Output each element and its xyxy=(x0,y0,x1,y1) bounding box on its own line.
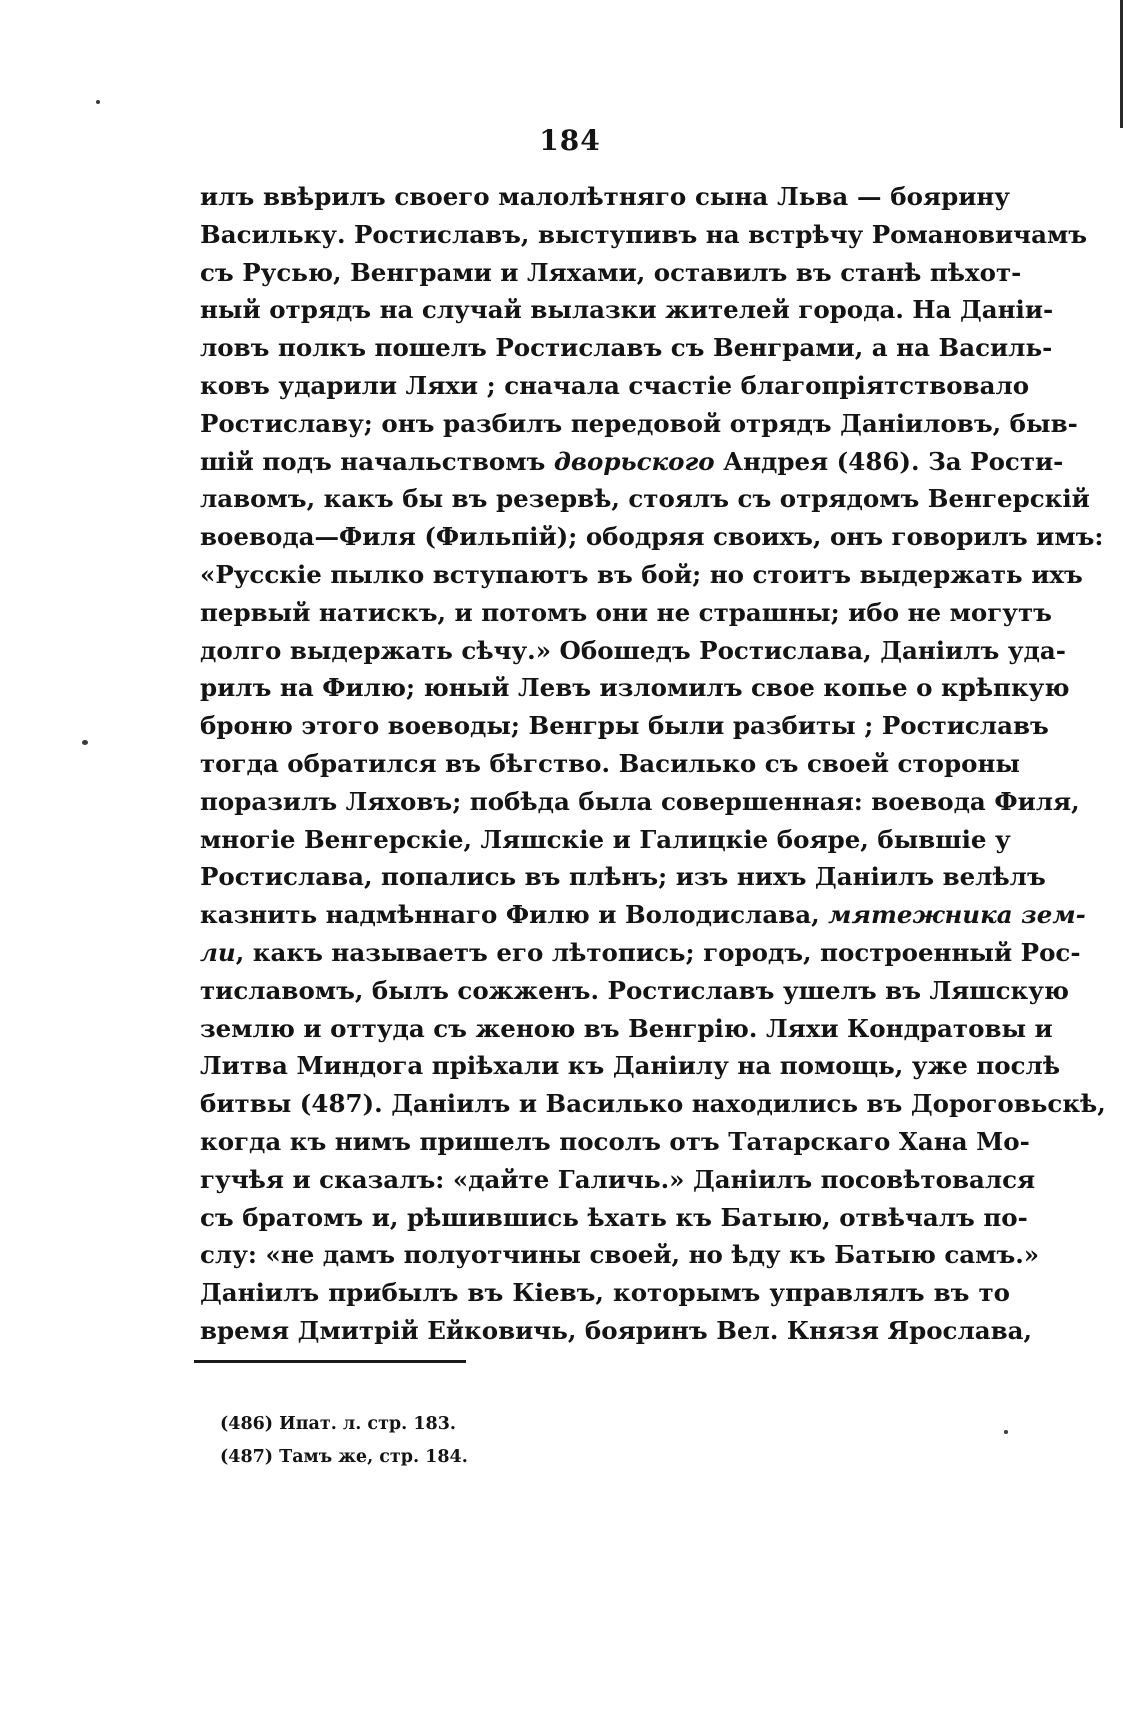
text-line: съ братомъ и, рѣшившись ѣхать къ Батыю, отвѣчалъ по- xyxy=(200,1202,1028,1232)
page-edge-line xyxy=(1120,0,1123,128)
text-line: первый натискъ, и потомъ они не страшны; ибо не могутъ xyxy=(200,597,1052,627)
text-line: Даніилъ прибылъ въ Кіевъ, которымъ управлялъ въ то xyxy=(200,1278,1010,1308)
text-line xyxy=(200,896,1086,934)
footnote: (486) Ипат. л. стр. 183. xyxy=(220,1414,456,1434)
text-line: Васильку. Ростиславъ, выступивъ на встрѣчу Романовичамъ xyxy=(200,219,1088,249)
text-line: съ Русью, Венграми и Ляхами, оставилъ въ станѣ пѣхот- xyxy=(200,257,1022,287)
scan-speck xyxy=(82,740,88,745)
text-line: воевода—Филя (Фильпій); ободряя своихъ, онъ говорилъ имъ: xyxy=(200,522,1104,552)
text-line: землю и оттуда съ женою въ Венгрію. Ляхи Кондратовы и xyxy=(200,1013,1053,1043)
text-line xyxy=(200,443,1064,481)
text-line: броню этого воеводы; Венгры были разбиты ; Ростиславъ xyxy=(200,711,1049,741)
text-line: поразилъ Ляховъ; побѣда была совершенная: воевода Филя, xyxy=(200,786,1080,816)
text-line: тогда обратился въ бѣгство. Василько съ своей стороны xyxy=(200,748,1020,778)
italic-phrase: мятежника зем- xyxy=(828,900,1086,930)
text-line: рилъ на Филю; юный Левъ изломилъ свое копье о крѣпкую xyxy=(200,673,1070,703)
text-run: казнить надмѣннаго Филю и Володислава, xyxy=(200,900,829,930)
text-line: многіе Венгерскіе, Ляшскіе и Галицкіе бояре, бывшіе у xyxy=(200,824,1011,854)
scan-speck xyxy=(96,100,100,104)
footnote-separator xyxy=(194,1360,466,1363)
text-line: ковъ ударили Ляхи ; сначала счастіе благопріятствовало xyxy=(200,370,1030,400)
text-run: , какъ называетъ его лѣтопись; городъ, построенный Рос- xyxy=(235,937,1081,967)
text-line: илъ ввѣрилъ своего малолѣтняго сына Льва — боярину xyxy=(200,182,1010,211)
text-line: ный отрядъ на случай вылазки жителей города. На Даніи- xyxy=(200,295,1054,325)
text-line: Литва Миндога пріѣхали къ Даніилу на помощь, уже послѣ xyxy=(200,1051,1061,1081)
text-run: Андрея (486). За Рости- xyxy=(714,446,1064,476)
text-line: слу: «не дамъ полуотчины своей, но ѣду къ Батыю самъ.» xyxy=(200,1240,1040,1270)
scan-speck xyxy=(1004,1430,1008,1434)
text-line: время Дмитрій Ейковичь, бояринъ Вел. Князя Ярослава, xyxy=(200,1315,1033,1345)
body-text xyxy=(200,178,1106,1350)
text-line: тиславомъ, былъ сожженъ. Ростиславъ ушелъ въ Ляшскую xyxy=(200,975,1070,1005)
text-line: гучѣя и сказалъ: «дайте Галичь.» Даніилъ посовѣтовался xyxy=(200,1164,1036,1194)
text-line: битвы (487). Даніилъ и Василько находились въ Дороговьскѣ, xyxy=(200,1089,1106,1119)
text-line: долго выдержать сѣчу.» Обошедъ Ростислава, Даніилъ уда- xyxy=(200,635,1066,665)
text-line xyxy=(200,934,1081,972)
text-line: ловъ полкъ пошелъ Ростиславъ съ Венграми, а на Василь- xyxy=(200,333,1053,363)
footnote: (487) Тамъ же, стр. 184. xyxy=(220,1447,468,1467)
text-line: Ростислава, попались въ плѣнъ; изъ нихъ Даніилъ велѣлъ xyxy=(200,862,1046,892)
text-line: лавомъ, какъ бы въ резервѣ, стоялъ съ отрядомъ Венгерскій xyxy=(200,484,1090,514)
page-number: 184 xyxy=(539,124,601,157)
text-run: шій подъ начальствомъ xyxy=(200,446,554,476)
footnotes xyxy=(220,1408,820,1474)
italic-phrase: ли xyxy=(200,937,236,967)
text-line: «Русскіе пылко вступаютъ въ бой; но стоитъ выдержать ихъ xyxy=(200,559,1083,589)
text-line: когда къ нимъ пришелъ посолъ отъ Татарскаго Хана Мо- xyxy=(200,1126,1030,1156)
italic-phrase: дворьского xyxy=(553,446,715,476)
text-line: Ростиславу; онъ разбилъ передовой отрядъ Даніиловъ, быв- xyxy=(200,408,1078,438)
